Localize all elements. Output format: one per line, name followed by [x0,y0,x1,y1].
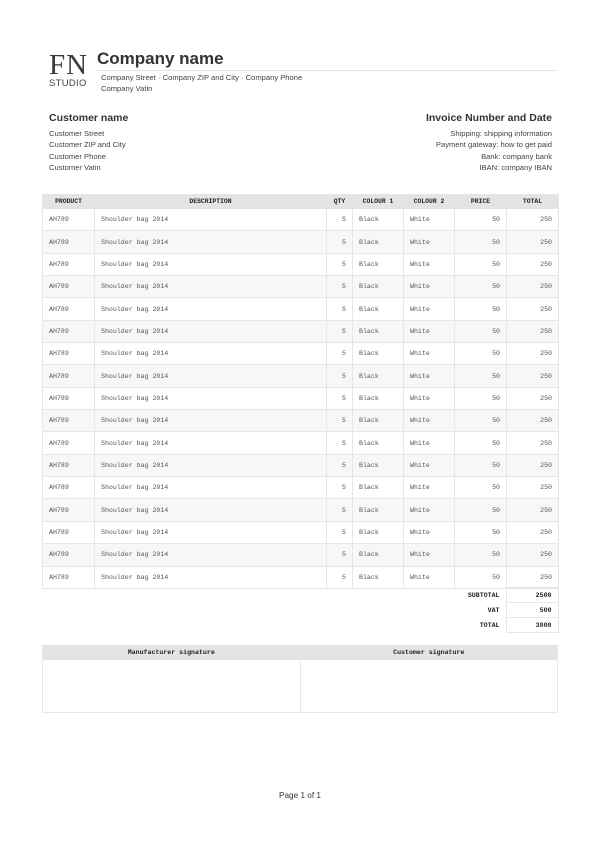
cell-colour-2: White [404,477,455,499]
table-row [43,566,559,588]
company-logo [49,49,91,90]
items-body [43,209,559,589]
col-header-price: PRICE [455,195,507,209]
cell-product: AH789 [43,231,95,253]
cell-colour-2: White [404,209,455,231]
customer-signature-header: Customer signature [300,646,558,660]
cell-description: Shoulder bag 2014 [95,410,327,432]
cell-price: 50 [455,410,507,432]
cell-price: 50 [455,320,507,342]
total-label: TOTAL [479,621,500,629]
table-row [43,231,559,253]
col-header-colour-1: COLOUR 1 [353,195,404,209]
cell-colour-1: Black [353,544,404,566]
cell-product: AH789 [43,410,95,432]
cell-colour-1: Black [353,432,404,454]
cell-colour-1: Black [353,387,404,409]
cell-qty: 5 [327,410,353,432]
cell-qty: 5 [327,477,353,499]
cell-product: AH789 [43,499,95,521]
cell-colour-2: White [404,253,455,275]
cell-colour-1: Black [353,209,404,231]
cell-description: Shoulder bag 2014 [95,320,327,342]
cell-colour-1: Black [353,499,404,521]
cell-product: AH789 [43,276,95,298]
subtotal-row [42,588,558,603]
cell-colour-2: White [404,298,455,320]
company-vatin: Company Vatin [101,84,153,93]
vat-value: 500 [506,603,558,618]
cell-price: 50 [455,387,507,409]
company-name: Company name [97,49,224,68]
cell-colour-1: Black [353,276,404,298]
iban-info: IBAN: company IBAN [479,162,552,172]
cell-product: AH789 [43,365,95,387]
cell-qty: 5 [327,521,353,543]
cell-total: 250 [507,231,559,253]
cell-total: 250 [507,410,559,432]
table-row [43,209,559,231]
table-header-row [43,195,559,209]
cell-description: Shoulder bag 2014 [95,566,327,588]
manufacturer-signature-box[interactable] [43,660,301,713]
cell-description: Shoulder bag 2014 [95,454,327,476]
customer-signature-box[interactable] [300,660,558,713]
cell-qty: 5 [327,365,353,387]
col-header-colour-2: COLOUR 2 [404,195,455,209]
table-row [43,365,559,387]
cell-price: 50 [455,432,507,454]
table-row [43,298,559,320]
cell-description: Shoulder bag 2014 [95,477,327,499]
cell-total: 250 [507,454,559,476]
table-row [43,477,559,499]
table-row [43,432,559,454]
cell-qty: 5 [327,499,353,521]
table-row [43,343,559,365]
subtotal-value: 2500 [506,588,558,603]
table-row [43,499,559,521]
cell-qty: 5 [327,231,353,253]
cell-price: 50 [455,276,507,298]
items-table [42,194,559,589]
cell-colour-2: White [404,320,455,342]
cell-product: AH789 [43,477,95,499]
cell-total: 250 [507,276,559,298]
table-row [43,410,559,432]
cell-description: Shoulder bag 2014 [95,432,327,454]
table-row [43,320,559,342]
cell-description: Shoulder bag 2014 [95,544,327,566]
customer-phone: Customer Phone [49,151,106,161]
cell-colour-1: Black [353,521,404,543]
cell-description: Shoulder bag 2014 [95,499,327,521]
cell-product: AH789 [43,454,95,476]
cell-qty: 5 [327,343,353,365]
cell-colour-2: White [404,454,455,476]
manufacturer-signature-header: Manufacturer signature [43,646,301,660]
cell-qty: 5 [327,566,353,588]
cell-colour-1: Black [353,320,404,342]
cell-qty: 5 [327,320,353,342]
page-number: Page 1 of 1 [279,791,321,800]
customer-street: Customer Street [49,129,105,138]
cell-price: 50 [455,454,507,476]
cell-colour-2: White [404,432,455,454]
cell-product: AH789 [43,343,95,365]
cell-total: 250 [507,477,559,499]
cell-description: Shoulder bag 2014 [95,231,327,253]
subtotal-label: SUBTOTAL [467,591,500,599]
total-row [42,618,558,633]
cell-qty: 5 [327,276,353,298]
totals-table [42,587,559,633]
cell-colour-1: Black [353,566,404,588]
table-row [43,387,559,409]
cell-product: AH789 [43,432,95,454]
cell-price: 50 [455,253,507,275]
cell-total: 250 [507,544,559,566]
cell-total: 250 [507,521,559,543]
invoice-title: Invoice Number and Date [425,112,552,124]
table-row [43,253,559,275]
cell-total: 250 [507,253,559,275]
cell-qty: 5 [327,544,353,566]
cell-qty: 5 [327,298,353,320]
cell-colour-1: Black [353,298,404,320]
cell-description: Shoulder bag 2014 [95,253,327,275]
vat-row [42,603,558,618]
cell-product: AH789 [43,298,95,320]
logo-monogram: FN [49,49,89,81]
cell-price: 50 [455,544,507,566]
invoice-details [436,128,552,173]
cell-colour-1: Black [353,410,404,432]
cell-qty: 5 [327,387,353,409]
cell-price: 50 [455,499,507,521]
cell-price: 50 [455,231,507,253]
cell-description: Shoulder bag 2014 [95,276,327,298]
cell-colour-1: Black [353,365,404,387]
logo-subtext: STUDIO [49,78,87,89]
cell-colour-2: White [404,499,455,521]
total-value: 3000 [506,618,558,633]
cell-colour-2: White [404,365,455,387]
cell-colour-1: Black [353,343,404,365]
col-header-qty: QTY [327,195,353,209]
cell-description: Shoulder bag 2014 [95,521,327,543]
cell-qty: 5 [327,209,353,231]
cell-price: 50 [455,566,507,588]
cell-product: AH789 [43,566,95,588]
cell-total: 250 [507,365,559,387]
cell-colour-1: Black [353,231,404,253]
cell-colour-2: White [404,544,455,566]
cell-colour-2: White [404,231,455,253]
cell-description: Shoulder bag 2014 [95,298,327,320]
cell-qty: 5 [327,253,353,275]
cell-total: 250 [507,566,559,588]
customer-name: Customer name [49,112,129,124]
cell-total: 250 [507,432,559,454]
header-divider [97,70,557,71]
cell-total: 250 [507,499,559,521]
cell-price: 50 [455,477,507,499]
cell-colour-1: Black [353,253,404,275]
cell-colour-2: White [404,343,455,365]
table-row [43,276,559,298]
cell-description: Shoulder bag 2014 [95,343,327,365]
cell-colour-2: White [404,566,455,588]
cell-colour-1: Black [353,477,404,499]
cell-colour-2: White [404,521,455,543]
cell-product: AH789 [43,253,95,275]
col-header-total: TOTAL [507,195,559,209]
cell-price: 50 [455,298,507,320]
cell-total: 250 [507,343,559,365]
customer-vatin: Customer Vatin [49,162,101,172]
cell-price: 50 [455,521,507,543]
cell-product: AH789 [43,320,95,342]
cell-product: AH789 [43,521,95,543]
table-row [43,454,559,476]
bank-info: Bank: company bank [481,151,552,161]
col-header-product: PRODUCT [43,195,95,209]
cell-price: 50 [455,343,507,365]
cell-product: AH789 [43,209,95,231]
table-row [43,544,559,566]
cell-qty: 5 [327,432,353,454]
cell-colour-2: White [404,387,455,409]
cell-product: AH789 [43,544,95,566]
cell-total: 250 [507,387,559,409]
payment-gateway: Payment gateway: how to get paid [435,140,552,150]
shipping-info: Shipping: shipping information [450,129,552,138]
customer-details [49,128,126,173]
cell-product: AH789 [43,387,95,409]
cell-colour-2: White [404,276,455,298]
col-header-description: DESCRIPTION [95,195,327,209]
cell-description: Shoulder bag 2014 [95,209,327,231]
signature-table [42,645,558,713]
cell-colour-1: Black [353,454,404,476]
cell-total: 250 [507,298,559,320]
cell-description: Shoulder bag 2014 [95,387,327,409]
company-address: Company Street · Company ZIP and City · Company Phone [101,73,303,82]
cell-colour-2: White [404,410,455,432]
cell-price: 50 [455,365,507,387]
table-row [43,521,559,543]
customer-zip-city: Customer ZIP and City [49,140,126,150]
cell-price: 50 [455,209,507,231]
cell-total: 250 [507,320,559,342]
cell-description: Shoulder bag 2014 [95,365,327,387]
cell-qty: 5 [327,454,353,476]
vat-label: VAT [487,606,500,614]
cell-total: 250 [507,209,559,231]
